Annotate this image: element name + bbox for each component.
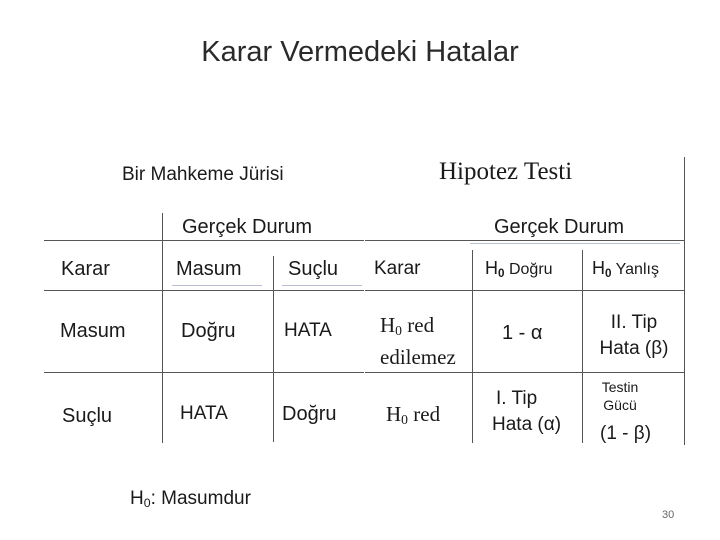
left-row-divider-2 — [44, 372, 364, 373]
right-row1-text: red — [402, 313, 435, 337]
right-header-underline — [470, 243, 680, 244]
right-row-label-reject — [386, 402, 440, 428]
left-col-header-decision: Karar — [61, 258, 110, 280]
right-col-header-h0-false — [592, 258, 659, 280]
left-vertical-divider-1 — [162, 213, 163, 443]
right-col-h0-false-sub: 0 — [605, 267, 612, 280]
left-cell-correct: Doğru — [282, 403, 337, 425]
left-cell-error: HATA — [284, 320, 332, 341]
null-hypothesis-sub: 0 — [143, 496, 151, 510]
null-hypothesis-h: H — [130, 488, 144, 509]
type-two-error-cell — [588, 310, 680, 362]
jury-heading: Bir Mahkeme Jürisi — [122, 164, 284, 185]
left-header-divider — [44, 240, 364, 241]
right-col-h0-false-h: H — [592, 258, 605, 278]
right-col-h0-true-text: Doğru — [504, 261, 553, 278]
left-row-divider-1 — [44, 290, 364, 291]
null-hypothesis-note — [130, 488, 251, 510]
right-header-divider — [365, 240, 685, 241]
type-one-error-cell — [492, 386, 561, 438]
type-one-line2: Hata (α) — [492, 414, 562, 435]
left-underline-1 — [172, 285, 262, 286]
right-row-label-fail-to-reject — [380, 312, 456, 370]
test-power-line1: Testin — [601, 379, 639, 395]
right-vertical-divider-2 — [582, 250, 583, 443]
left-row-label-guilty: Suçlu — [62, 405, 113, 427]
right-vertical-divider-1 — [472, 250, 473, 443]
right-col-h0-true-h: H — [485, 258, 498, 278]
left-col-header-guilty: Suçlu — [288, 258, 339, 280]
right-row1-h: H — [380, 313, 396, 337]
left-group-header: Gerçek Durum — [182, 216, 313, 238]
right-row1-line2: edilemez — [380, 345, 456, 369]
right-col-h0-false-text: Yanlış — [611, 261, 659, 278]
test-power-cell — [590, 378, 650, 414]
left-col-header-innocent: Masum — [176, 258, 242, 280]
right-row-divider-1 — [365, 290, 685, 291]
test-power-line2: Gücü — [603, 397, 637, 413]
confidence-level-cell: 1 - α — [502, 322, 543, 344]
left-vertical-divider-2 — [273, 256, 274, 442]
hypothesis-heading: Hipotez Testi — [439, 158, 573, 185]
right-row2-h: H — [386, 402, 402, 426]
test-power-value: (1 - β) — [600, 423, 652, 444]
left-cell-error: HATA — [180, 403, 228, 424]
type-one-line1: I. Tip — [496, 388, 538, 409]
type-two-line2: Hata (β) — [599, 338, 669, 359]
right-row1-sub: 0 — [395, 323, 402, 338]
right-row2-sub: 0 — [401, 412, 408, 427]
right-group-header: Gerçek Durum — [494, 216, 625, 238]
right-col-header-decision: Karar — [374, 258, 421, 279]
left-underline-2 — [282, 285, 362, 286]
right-row2-text: red — [408, 402, 441, 426]
right-col-header-h0-true — [485, 258, 553, 280]
slide-title: Karar Vermedeki Hatalar — [201, 36, 519, 68]
right-frame-edge — [684, 157, 685, 445]
left-cell-correct: Doğru — [181, 320, 236, 342]
right-row-divider-2 — [365, 372, 685, 373]
page-number: 30 — [662, 509, 675, 521]
type-two-line1: II. Tip — [610, 312, 658, 333]
right-col-h0-true-sub: 0 — [498, 267, 505, 280]
null-hypothesis-text: : Masumdur — [150, 488, 251, 509]
left-row-label-innocent: Masum — [60, 320, 126, 342]
right-row1-line1 — [380, 312, 456, 344]
